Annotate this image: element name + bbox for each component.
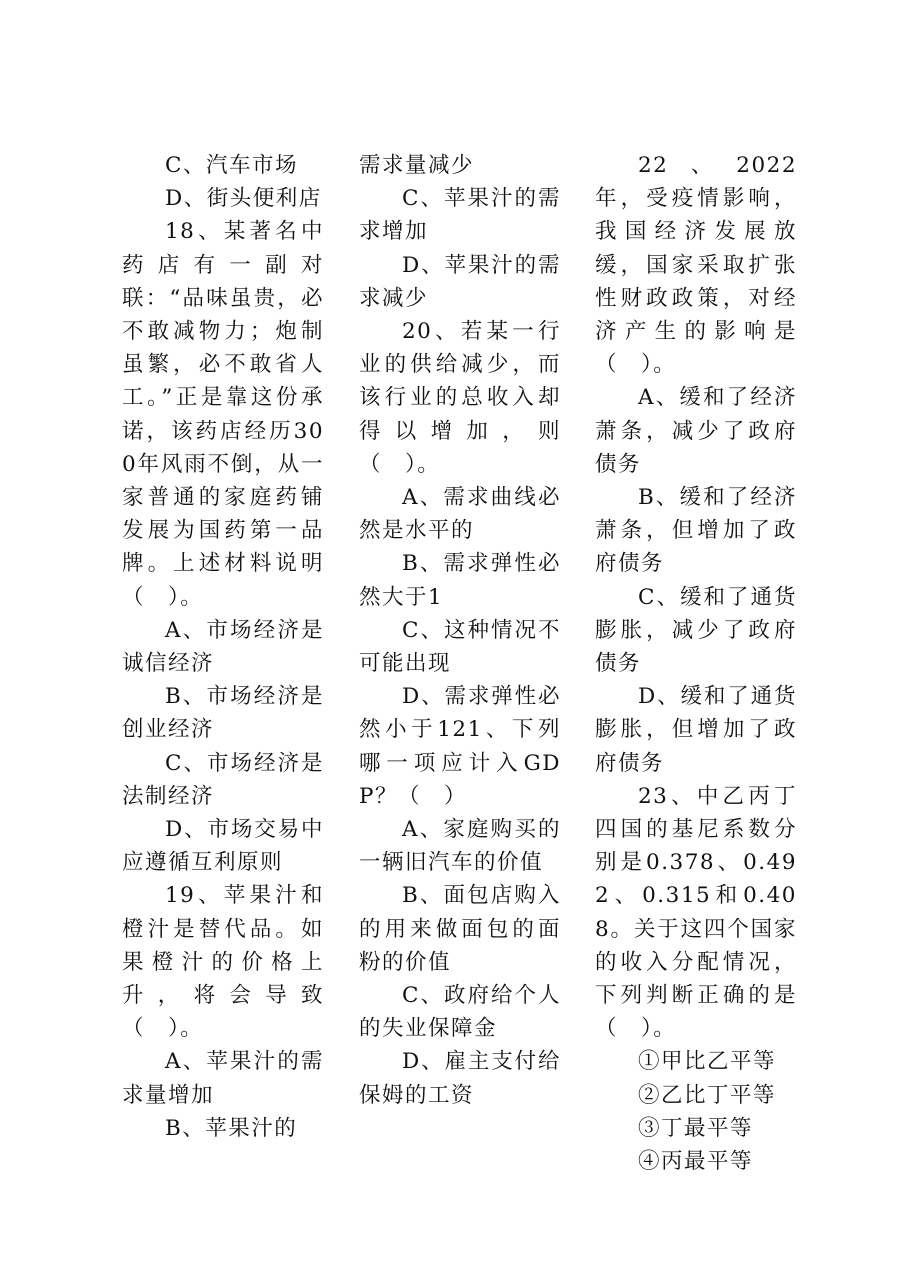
q21-option-c: C、政府给个人的失业保障金 — [359, 983, 561, 1042]
question-19: 19、苹果汁和橙汁是替代品。如果橙汁的价格上升，将会导致（ ）。 — [122, 883, 324, 1042]
q22-option-a: A、缓和了经济萧条，减少了政府债务 — [595, 385, 797, 477]
q22-option-d: D、缓和了通货膨胀，但增加了政府债务 — [595, 684, 797, 776]
q21-option-a: A、家庭购买的一辆旧汽车的价值 — [359, 817, 561, 876]
q19-option-b-continued: 需求量减少 — [359, 153, 475, 178]
q19-option-b-start: B、苹果汁的 — [165, 1115, 298, 1141]
q18-option-a: A、市场经济是诚信经济 — [122, 617, 324, 677]
q19-option-d: D、苹果汁的需求减少 — [359, 252, 561, 311]
text-column-1 — [122, 149, 324, 1145]
option-d-convenience-store: D、街头便利店 — [165, 186, 322, 212]
q20-option-d-and-question-21: D、需求弹性必然小于121、下列哪一项应计入GDP？（ ） — [359, 684, 561, 809]
q21-option-b: B、面包店购入的用来做面包的面粉的价值 — [359, 883, 561, 975]
text-column-3 — [595, 149, 797, 1178]
q23-statement-1: ①甲比乙平等 — [638, 1049, 777, 1075]
q22-option-c: C、缓和了通货膨胀，减少了政府债务 — [595, 584, 797, 677]
q20-option-a: A、需求曲线必然是水平的 — [359, 485, 561, 544]
question-22: 22、2022年，受疫情影响，我国经济发展放缓，国家采取扩张性财政政策，对经济产生的影响是（ ）。 — [595, 153, 797, 378]
q22-option-b: B、缓和了经济萧条，但增加了政府债务 — [595, 485, 797, 577]
q23-statement-4: ④丙最平等 — [638, 1149, 754, 1175]
q21-option-d: D、雇主支付给保姆的工资 — [359, 1049, 561, 1108]
q23-statement-3: ③丁最平等 — [638, 1115, 754, 1141]
text-column-2 — [359, 149, 561, 1112]
question-23: 23、中乙丙丁四国的基尼系数分别是0.378、0.492、0.315和0.408。关于这四个国家的收入分配情况，下列判断正确的是（ ）。 — [595, 783, 797, 1042]
q19-option-a: A、苹果汁的需求量增加 — [122, 1049, 324, 1108]
option-c-car-market: C、汽车市场 — [165, 153, 298, 178]
q18-option-d: D、市场交易中应遵循互利原则 — [122, 817, 324, 876]
q19-option-c: C、苹果汁的需求增加 — [359, 186, 561, 245]
question-18: 18、某著名中药店有一副对联：“品味虽贵，必不敢减物力；炮制虽繁，必不敢省人工。”正是靠这份承诺，该药店经历300年风雨不倒，从一家普通的家庭药铺发展为国药第一品牌。上述材料说明（ ）。 — [122, 219, 324, 610]
q18-option-c: C、市场经济是法制经济 — [122, 750, 324, 809]
q20-option-b: B、需求弹性必然大于1 — [359, 551, 561, 610]
q18-option-b: B、市场经济是创业经济 — [122, 684, 324, 743]
q20-option-c: C、这种情况不可能出现 — [359, 617, 561, 677]
q23-statement-2: ②乙比丁平等 — [638, 1082, 777, 1108]
question-20: 20、若某一行业的供给减少，而该行业的总收入却得以增加，则（ ）。 — [359, 319, 561, 477]
